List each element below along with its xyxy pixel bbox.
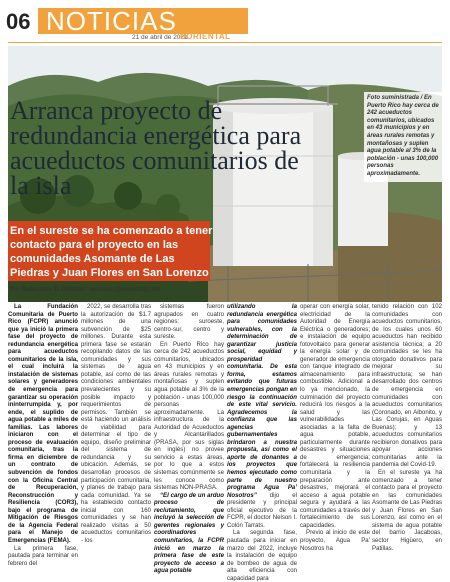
body-paragraph: En Puerto Rico hay cerca de 242 acueductos comunitarios, ubicados en 43 municipios y en áreas rurales remotas y montañosas y suplen agua potable al 3% de la población - unas 100,000 personas aproximadamente. La infraestructura de la Autoridad de Acueductos y Alcantarillados (PRASA, por sus siglas en inglés) no provee servicio a estas áreas, por lo que a estos sistemas comúnmente se les conoce como sistemas NON-PRASA. bbox=[154, 340, 224, 492]
body-paragraph: La primera fase, pautada para terminar en febrero del bbox=[8, 544, 78, 567]
body-paragraph: Previo al inicio de este proyecto, Agua Pa’ Nosotros ha bbox=[300, 529, 370, 552]
photo-caption: Foto suministrada / En Puerto Rico hay cerca de 242 acueductos comunitarios, ubicados en 43 municipios y en áreas rurales remotas y montañosas y suplen agua potable al 3% de la población - unas 100,000 personas aproximadamente. bbox=[364, 92, 444, 182]
article-headline: Arranca proyecto de redundancia energética para acueductos comunitarios de la isla bbox=[10, 96, 302, 200]
body-paragraph: sistemas fueron agrupados en cuatro regiones: suroeste, centro-sur, centro y sureste. bbox=[154, 303, 224, 341]
lead-paragraph: La Fundación Comunitaria de Puerto Rico (FCPR) anunció que ya inició la primera fase del proyecto de redundancia energética para acueductos comunitarios de la isla, el cual incluirá la instalación de sistemas solares y generadores de emergencia para garantizar su operación ininterrumpida y, por ende, el suplido de agua potable a miles de familias. Las labores iniciaron con el proceso de evaluación comunitaria, tras la firma en diciembre de un contrato de subvención de fondos con la Oficina Central de Recuperación, Reconstrucción y Resiliencia (COR3), bajo el programa de Mitigación de Riesgos de la Agencia Federal para el Manejo de Emergencias (FEMA). bbox=[8, 303, 78, 544]
quote-paragraph: “El cargo de un arduo proceso de reclutamiento, que incluyó la selección de gerentes regionales y coordinadores comunitarios, la FCPR inició en marzo la primera fase de este proyecto de acceso a agua potable bbox=[154, 491, 224, 575]
body-column-5 bbox=[300, 303, 370, 552]
body-column-4 bbox=[227, 303, 297, 582]
byline bbox=[10, 287, 160, 293]
header-divider bbox=[8, 42, 442, 43]
body-paragraph: tenido relación con 102 comunidades con acueductos comunitarios, de los cuales unos 60 acueductos han recibido asistencia técnica; a 20 comunidades se les ha otorgado donativos para mejorar su infraestructura; se han desarrollado dos centros de emergencia en comunidades con acueductos comunitarios (Coronado, en Aibonito, y Las Corujas, en Aguas Buenas); y 13 acueductos comunitarios recibieron donativos para apoyar acciones comunitarias ante la pandemia del Covid-19. bbox=[372, 303, 442, 469]
body-column-1 bbox=[8, 303, 78, 567]
body-paragraph: 2022, se desarrolla tras la autorización de $1.7 millones de una subvención de $25 millones. Durante esta primera fase se estarán recopilando datos de las comunidades y sus sistemas de agua potable, así como de las condiciones ambientales prevalecientes y su posible impacto y requerimientos de permisos. También se está haciendo un análisis de viabilidad para determinar el tipo de equipo, diseño preliminar del sistema de redundancia y su ubicación. Además, se desarrollan procesos de participación comunitaria, y planes de trabajo para cada comunidad. Ya se ha establecido contacto inicial con 160 comunidades y se han realizado visitas a 50 acueductos comunitarios - los bbox=[81, 303, 151, 544]
body-column-2 bbox=[81, 303, 151, 545]
body-paragraph: En el sureste ya ha comenzado a tener contacto para el proyecto en las comunidades Asomante de Las Piedras y Juan Flores en San Lorenzo, así como en el sistema de agua potable del barrio Jacaboas, sector Higüero, en Patillas. bbox=[372, 469, 442, 552]
body-paragraph: La segunda fase, pautada para iniciar en marzo del 2022, incluye la instalación de equipo de bombeo de agua de alta eficiencia con capacidad para bbox=[227, 529, 297, 582]
body-paragraph: dijo el presidente y principal oficial ejecutivo de la FCPR, el doctor Nelson I. Colón Tarrats. bbox=[227, 491, 297, 529]
byline-email: / redaccion@elorientalpr.net bbox=[85, 287, 161, 293]
article-body bbox=[8, 303, 442, 582]
byline-author: Por Redacción El Oriental bbox=[10, 287, 84, 293]
body-paragraph: operar con energía solar, electricidad de la Autoridad de Energía Eléctrica o generadores; e instalación de equipo fotovoltaico para generar la energía solar y de generador de emergencia con tanque integrado de almacenamiento para combustible. Adicional a lo ya mencionado, la culminación del proyecto reducirá los riesgos a la salud y las vulnerabilidades asociadas a la falta de agua potable, particularmente durante desastres y situaciones de emergencia; fortalecerá la resiliencia comunitaria y la preparación ante desastres, mejorará el acceso a agua potable segura y ayudará a las comunidades a través del fortalecimiento de sus capacidades. bbox=[300, 303, 370, 529]
body-column-6 bbox=[372, 303, 442, 552]
section-name: NOTICIAS bbox=[46, 6, 177, 36]
article-subhead: En el sureste se ha comenzado a tener contacto para el proyecto en las comunidades Asomante de Las Piedras y Juan Flores en San Lorenzo bbox=[10, 225, 213, 279]
body-column-3 bbox=[154, 303, 224, 575]
brand-logo: BORIENTAL bbox=[180, 32, 231, 41]
page-header bbox=[0, 0, 450, 44]
publication-date: 21 de abril de 2021 bbox=[132, 34, 188, 41]
quote-paragraph: utilizando la redundancia energética para comunidades vulnerables, con la determinación de garantizar justicia social, equidad y prosperidad comunitaria. De esta forma, estamos evitando que futuras emergencias pongan en riesgo la continuación de este vital servicio. Agradecemos la confianza que las agencias gubernamentales brindaron a nuestra propuesta, así como el aporte de donantes a los proyectos que hemos ejecutado como parte de nuestro programa Agua Pa’ Nosotros” bbox=[227, 303, 297, 499]
page-number: 06 bbox=[6, 9, 31, 34]
